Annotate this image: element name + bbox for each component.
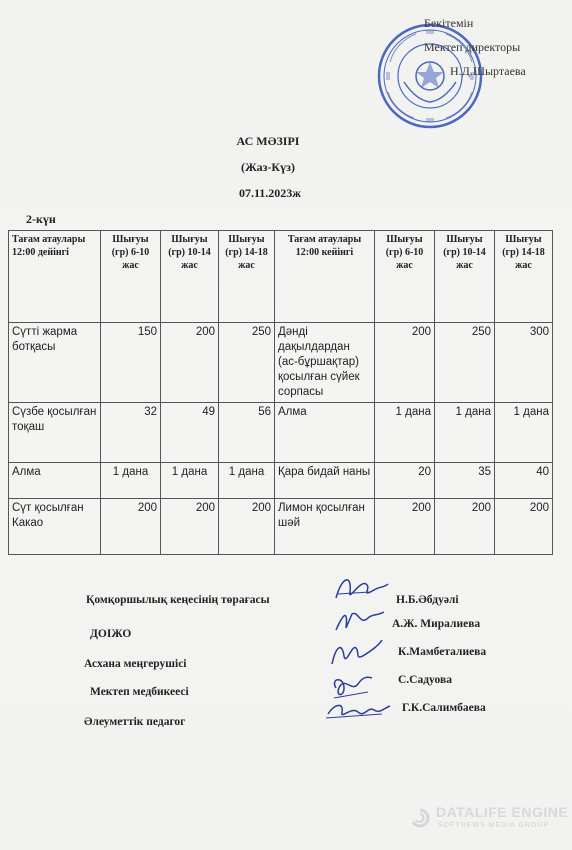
table-cell: 200 xyxy=(161,323,219,403)
table-cell: Дәнді дақылдардан (ас-бұршақтар) қосылған сүйек сорпасы xyxy=(275,323,375,403)
approval-position: Мектеп директоры xyxy=(424,40,521,54)
table-cell: 56 xyxy=(219,403,275,463)
table-cell: 1 дана xyxy=(375,403,435,463)
table-cell: 40 xyxy=(495,463,553,499)
header-cell: Шығуы (гр) 6-10 жас xyxy=(375,231,435,323)
signature-role: Мектеп медбикеесі xyxy=(90,686,189,698)
header-cell: Тағам атаулары 12:00 кейінгі xyxy=(275,231,375,323)
table-cell: 1 дана xyxy=(495,403,553,463)
table-cell: 250 xyxy=(435,323,495,403)
table-row xyxy=(9,463,553,499)
signature-role: Қомқоршылық кеңесінің төрағасы xyxy=(86,594,270,606)
signature-role: Асхана меңгерушісі xyxy=(84,658,187,670)
signature-name: К.Мамбеталиева xyxy=(398,646,487,658)
table-cell: 200 xyxy=(495,499,553,555)
handwritten-signature xyxy=(326,636,386,670)
header-cell: Шығуы (гр) 14-18 жас xyxy=(495,231,553,323)
table-cell: 32 xyxy=(101,403,161,463)
document-date: 07.11.2023ж xyxy=(238,186,302,200)
handwritten-signature xyxy=(330,606,390,636)
signature-role: ДОІЖО xyxy=(90,628,132,640)
table-cell: 250 xyxy=(219,323,275,403)
table-row xyxy=(9,403,553,463)
table-cell: Сүт қосылған Какао xyxy=(9,499,101,555)
document-title: АС МӘЗІРІ xyxy=(236,134,300,148)
table-cell: 1 дана xyxy=(101,463,161,499)
season-label: (Жаз-Күз) xyxy=(241,160,295,174)
header-cell: Шығуы (гр) 10-14 жас xyxy=(435,231,495,323)
header-cell: Шығуы (гр) 10-14 жас xyxy=(161,231,219,323)
header-cell: Тағам атаулары 12:00 дейінгі xyxy=(9,231,101,323)
table-cell: Алма xyxy=(275,403,375,463)
table-cell: 1 дана xyxy=(435,403,495,463)
table-cell: 35 xyxy=(435,463,495,499)
table-cell: 20 xyxy=(375,463,435,499)
signature-name: Н.Б.Әбдуәлі xyxy=(396,594,459,606)
signature-name: А.Ж. Миралиева xyxy=(392,618,481,630)
signature-name: С.Садуова xyxy=(398,674,452,686)
signature-role: Әлеуметтік педагог xyxy=(84,716,186,728)
table-cell: 200 xyxy=(375,499,435,555)
signature-name: Г.К.Салимбаева xyxy=(402,702,486,714)
table-cell: Лимон қосылған шәй xyxy=(275,499,375,555)
watermark-subtitle: SOFTNEWS MEDIA GROUP xyxy=(438,822,550,829)
table-cell: Қара бидай наны xyxy=(275,463,375,499)
handwritten-signature xyxy=(330,570,390,606)
approval-heading: Бекітемін xyxy=(424,16,474,30)
table-cell: Сүтті жарма ботқасы xyxy=(9,323,101,403)
table-cell: 200 xyxy=(375,323,435,403)
table-cell: 150 xyxy=(101,323,161,403)
table-cell: Сүзбе қосылған тоқаш xyxy=(9,403,101,463)
header-cell: Шығуы (гр) 14-18 жас xyxy=(219,231,275,323)
table-cell: 200 xyxy=(161,499,219,555)
table-cell: 200 xyxy=(219,499,275,555)
table-row xyxy=(9,323,553,403)
table-row xyxy=(9,499,553,555)
header-cell: Шығуы (гр) 6-10 жас xyxy=(101,231,161,323)
handwritten-signature xyxy=(322,696,394,726)
table-cell: Алма xyxy=(9,463,101,499)
table-cell: 300 xyxy=(495,323,553,403)
table-header-row xyxy=(9,231,553,323)
table-cell: 200 xyxy=(101,499,161,555)
table-cell: 49 xyxy=(161,403,219,463)
table-cell: 200 xyxy=(435,499,495,555)
day-label: 2-күн xyxy=(26,212,56,226)
datalife-logo-icon xyxy=(410,808,430,828)
approval-name: Н.Д.Шыртаева xyxy=(450,64,526,78)
table-cell: 1 дана xyxy=(161,463,219,499)
menu-table xyxy=(8,230,553,555)
watermark-title: DATALIFE ENGINE xyxy=(436,804,569,820)
table-cell: 1 дана xyxy=(219,463,275,499)
